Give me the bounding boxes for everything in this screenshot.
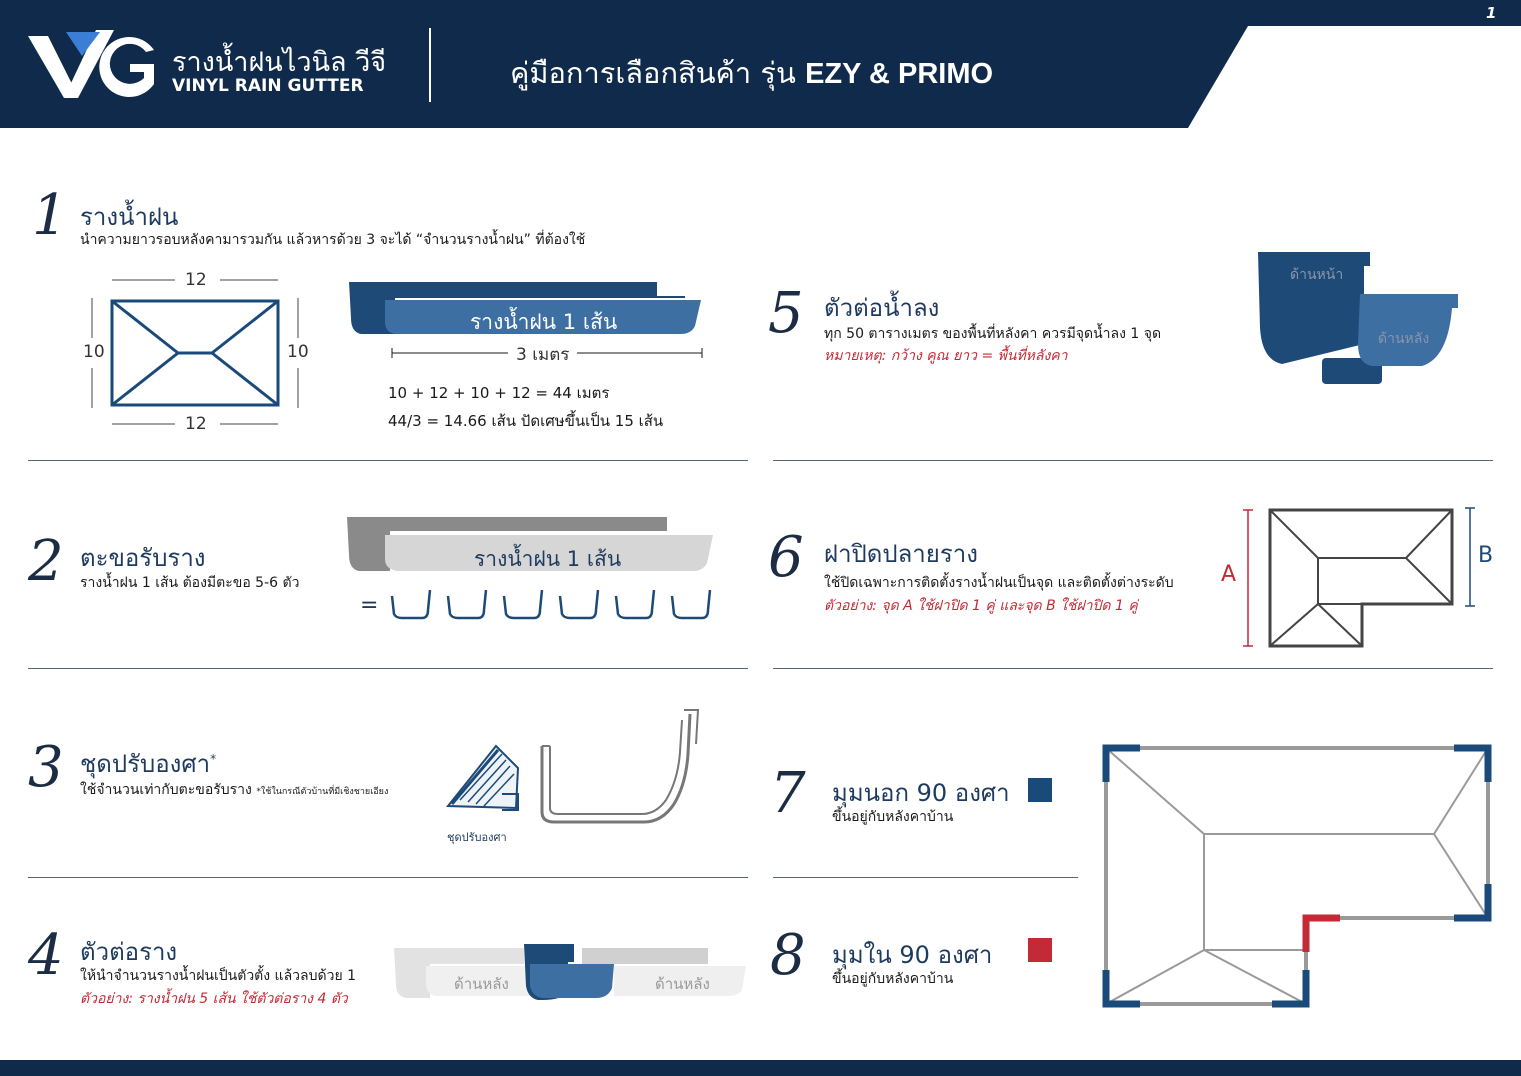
section-1-title: รางน้ำฝน	[80, 203, 179, 231]
section-1-desc: นำความยาวรอบหลังคามารวมกัน แล้วหารด้วย 3 จะได้ “จำนวนรางน้ำฝน” ที่ต้องใช้	[80, 232, 586, 248]
section-2-number: 2	[28, 529, 64, 594]
gutter-length: 3 เมตร	[508, 341, 577, 368]
dim-right: 10	[287, 342, 309, 362]
section-3-title-text: ชุดปรับองศา	[80, 750, 211, 778]
gutter-profile-icon	[536, 704, 706, 828]
formula-gutter-count: 44/3 = 14.66 เส้น ปัดเศษขึ้นเป็น 15 เส้น	[388, 412, 664, 430]
section-5-title: ตัวต่อน้ำลง	[824, 294, 940, 322]
divider	[28, 460, 748, 461]
brand-name-thai: รางน้ำฝนไวนิล วีจี	[172, 47, 387, 78]
section-8-desc: ขึ้นอยู่กับหลังคาบ้าน	[832, 971, 954, 987]
downspout-outlet-icon	[1252, 248, 1464, 388]
hook-icon	[616, 590, 654, 618]
dim-left: 10	[83, 342, 105, 362]
corner-plan-diagram	[1098, 742, 1496, 1010]
hooks-row	[388, 588, 718, 622]
section-7-desc: ขึ้นอยู่กับหลังคาบ้าน	[832, 809, 954, 825]
header-banner	[0, 0, 1521, 128]
gutter-label-2: รางน้ำฝน 1 เส้น	[474, 547, 622, 571]
divider	[28, 877, 748, 878]
section-7-number: 7	[770, 761, 806, 826]
formula-total-length: 10 + 12 + 10 + 12 = 44 เมตร	[388, 384, 610, 402]
section-6-desc: ใช้ปิดเฉพาะการติดตั้งรางน้ำฝนเป็นจุด และติดตั้งต่างระดับ	[824, 575, 1174, 591]
angle-adjuster-caption: ชุดปรับองศา	[447, 831, 507, 844]
section-3-desc-text: ใช้จำนวนเท่ากับตะขอรับราง	[80, 782, 252, 798]
section-8-number: 8	[770, 923, 806, 988]
gutter-label: รางน้ำฝน 1 เส้น	[470, 310, 618, 334]
section-5-desc: ทุก 50 ตารางเมตร ของพื้นที่หลังคา ควรมีจุดน้ำลง 1 จุด	[824, 326, 1162, 342]
section-4-title: ตัวต่อราง	[80, 938, 178, 966]
section-3-number: 3	[28, 735, 64, 800]
dim-top: 12	[185, 270, 207, 290]
section-6-note: ตัวอย่าง: จุด A ใช้ฝาปิด 1 คู่ และจุด B ใช้ฝาปิด 1 คู่	[824, 598, 1138, 614]
outlet-front-label: ด้านหน้า	[1290, 267, 1344, 283]
divider	[773, 668, 1493, 669]
hook-icon	[504, 590, 542, 618]
roof-plan-diagram	[80, 268, 320, 438]
section-8-title: มุมใน 90 องศา	[832, 941, 993, 969]
section-6-title: ฝาปิดปลายราง	[824, 540, 978, 568]
dim-bottom: 12	[185, 414, 207, 434]
section-5-note: หมายเหตุ: กว้าง คูณ ยาว = พื้นที่หลังคา	[824, 348, 1068, 364]
section-3-title	[80, 744, 216, 783]
page-number: 1	[1486, 4, 1497, 22]
section-4-note: ตัวอย่าง: รางน้ำฝน 5 เส้น ใช้ตัวต่อราง 4 ตัว	[80, 991, 348, 1007]
point-b-label: B	[1478, 543, 1494, 568]
section-5-number: 5	[768, 281, 804, 346]
divider	[773, 877, 1078, 878]
outer-corner-marker	[1272, 970, 1306, 1004]
hook-icon	[672, 590, 710, 618]
angle-adjuster-icon	[440, 738, 525, 823]
inner-corner-marker	[1306, 918, 1340, 952]
asterisk: *	[210, 752, 217, 766]
hook-icon	[560, 590, 598, 618]
title-models: EZY & PRIMO	[805, 58, 994, 90]
section-2-title: ตะขอรับราง	[80, 544, 206, 572]
section-3-small-note: *ใช้ในกรณีตัวบ้านที่มีเชิงชายเอียง	[256, 787, 389, 797]
outer-corner-swatch	[1028, 778, 1052, 802]
section-1-number: 1	[32, 183, 68, 248]
outlet-back-label: ด้านหลัง	[1378, 331, 1430, 347]
outer-corner-marker	[1454, 884, 1488, 918]
section-7-title: มุมนอก 90 องศา	[832, 779, 1010, 807]
page-title	[510, 50, 993, 96]
connector-back-label-right: ด้านหลัง	[655, 975, 710, 993]
brand-name-english: VINYL RAIN GUTTER	[172, 76, 364, 96]
section-2-desc: รางน้ำฝน 1 เส้น ต้องมีตะขอ 5-6 ตัว	[80, 575, 300, 591]
hook-icon	[448, 590, 486, 618]
hook-icon	[392, 590, 430, 618]
divider	[28, 668, 748, 669]
equals-sign: =	[360, 593, 379, 618]
footer-bar	[0, 1060, 1521, 1076]
divider	[773, 460, 1493, 461]
end-cap-plan-diagram	[1236, 504, 1486, 652]
section-4-desc: ให้นำจำนวนรางน้ำฝนเป็นตัวตั้ง แล้วลบด้วย 1	[80, 968, 357, 984]
title-prefix: คู่มือการเลือกสินค้า รุ่น	[510, 56, 796, 90]
section-3-desc	[80, 779, 388, 801]
inner-corner-swatch	[1028, 938, 1052, 962]
section-4-number: 4	[28, 923, 64, 988]
connector-back-label-left: ด้านหลัง	[454, 975, 509, 993]
point-a-label: A	[1221, 562, 1237, 587]
section-6-number: 6	[768, 525, 804, 590]
